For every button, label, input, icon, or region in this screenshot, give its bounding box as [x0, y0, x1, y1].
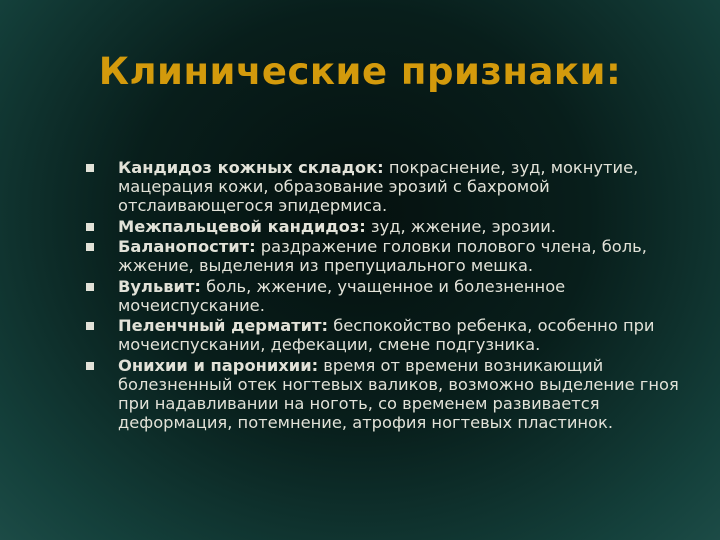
item-term: Межпальцевой кандидоз:: [118, 216, 366, 236]
item-term: Пеленчный дерматит:: [118, 316, 329, 335]
list-item: [86, 316, 686, 354]
square-bullet-icon: [86, 283, 94, 291]
square-bullet-icon: [86, 322, 94, 330]
item-text: покраснение, зуд, мокнутие, мацерация кожи, образование эрозий с бахромой отслаивающегося эпидермиса.: [118, 158, 639, 215]
item-term: Вульвит:: [118, 276, 201, 296]
list-item: [86, 237, 686, 275]
square-bullet-icon: [86, 243, 94, 251]
slide-title: Клинические признаки:: [98, 50, 622, 93]
item-text: зуд, жжение, эрозии.: [365, 216, 556, 236]
square-bullet-icon: [86, 223, 94, 231]
list-item: [86, 217, 686, 236]
item-text: беспокойство ребенка, особенно при мочеиспускании, дефекации, смене подгузника.: [118, 316, 655, 354]
item-term: Баланопостит:: [118, 237, 256, 256]
item-text: боль, жжение, учащенное и болезненное мочеиспускание.: [118, 276, 566, 315]
item-term: Онихии и паронихии:: [118, 355, 319, 375]
list-item: [86, 158, 686, 215]
item-text: раздражение головки полового члена, боль, жжение, выделения из препуциального мешка.: [118, 237, 647, 275]
item-term: Кандидоз кожных складок:: [118, 158, 384, 177]
bullet-list: [86, 158, 686, 433]
list-item: [86, 356, 686, 432]
item-text: время от времени возникающий болезненный отек ногтевых валиков, возможно выделение гноя при надавливании на ноготь, со временем развивается деформация, потемнение, атрофия ногтевых пластинок.: [118, 355, 679, 432]
square-bullet-icon: [86, 164, 94, 172]
square-bullet-icon: [86, 362, 94, 370]
list-item: [86, 277, 686, 315]
